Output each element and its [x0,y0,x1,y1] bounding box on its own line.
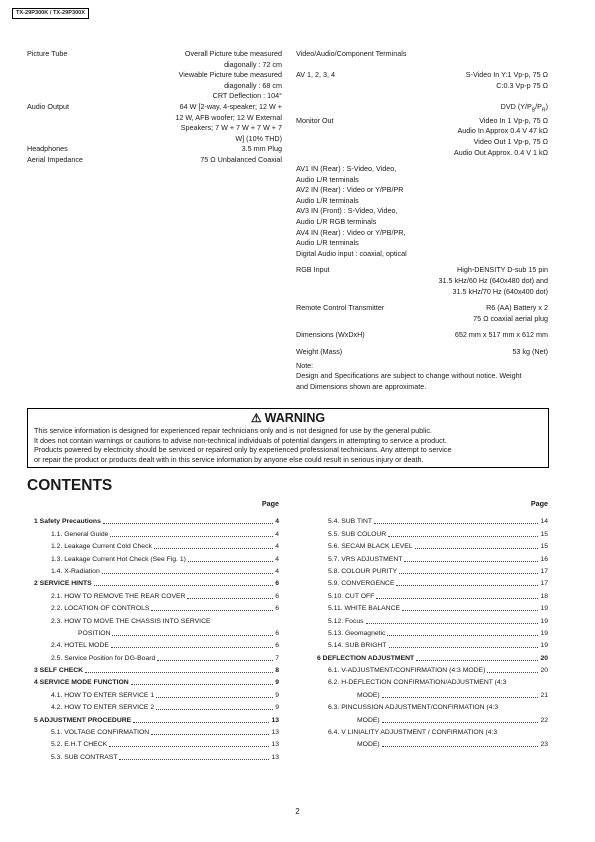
toc-dot-leader [151,734,269,735]
toc-entry-page: 16 [540,555,548,563]
toc-entry-title: 5.1. VOLTAGE CONFIRMATION [51,729,150,737]
toc-entry-title: 2 SERVICE HINTS [34,580,92,588]
toc-entry-page: 13 [271,753,279,761]
toc-entry[interactable] [317,514,548,526]
toc-entry-title: 1.4. X-Radiation [51,567,100,575]
spec-label: Aerial Impedance [27,154,83,164]
toc-entry[interactable] [317,663,548,675]
toc-entry[interactable] [317,576,548,588]
toc-entry[interactable] [34,626,279,638]
toc-entry[interactable] [317,601,548,613]
toc-entry-title: MODE) [357,716,380,724]
toc-entry-page: 19 [540,605,548,613]
warning-text: This service information is designed for experienced repair technicians only and is not designed for use by the general public. It does not contain warnings or cautions to advise non-technical individuals of potential dangers in attempting to service a product. Products powered by electricity should be serviced or repaired only by experienced professional technicians. Any attempt to service or repair the product or products dealt with in this service information by anyone else could result in serious injury or death. [34,426,452,464]
toc-dot-leader [388,536,538,537]
toc-dot-leader [382,697,539,698]
toc-dot-leader [376,598,538,599]
specs-right: Video/Audio/Component Terminals AV 1, 2, 3, 4 S-Video In Y:1 Vp-p, 75 Ω C:0.3 Vp-p 75 Ω DVD $(Y/P_B/P_R)$ Video In 1 Vp-p, 75 Ω Audio In Approx 0.4 V 47 kΩ Monitor Out Video Out 1 Vp-p, 75 Ω Audio Out Approx. 0.4 V 1 kΩ AV1 IN (Rear) : S-Video, Video, Audio L/R terminals AV2 IN (Rear) : Video or Y/PB/PR Audio L/R terminals AV3 IN (Front) : S-Video, Video, Audio L/R RGB terminals AV4 IN (Rear) : Video or Y/PB/PR, Audio L/R terminals Digital Audio input : coaxial, optical RGB Input High-DENSITY D-sub 15 pin 31.5 kHz/60 Hz (640x480 dot) and 31.5 kHz/70 Hz (640x400 dot) Remote Control Transmitter R6 (AA) Battery x 2 75 Ω coaxial aerial plug Dimensions (WxDxH) 652 mm x 517 mm x 612 mm Weight (Mass) 53 kg (Net) Note: Design and Specifications are subject to change without notice. Weight and Dimensions shown are approximate. [296,49,548,391]
toc-entry-page: 19 [540,642,548,650]
toc-entry[interactable] [317,526,548,538]
toc-entry-title: 5.9. CONVERGENCE [328,580,395,588]
toc-entry-title: 6.3. PINCUSSION ADJUSTMENT/CONFIRMATION (4:3 [328,704,499,712]
toc-entry-title: 2.4. HOTEL MODE [51,642,109,650]
toc-dot-leader [402,610,538,611]
warning-title: ⚠ WARNING [250,411,326,425]
toc-entry[interactable] [317,650,548,662]
toc-entry[interactable] [34,564,279,576]
toc-entry-page: 14 [540,518,548,526]
av-terminal-list: AV1 IN (Rear) : S-Video, Video, Audio L/R terminals AV2 IN (Rear) : Video or Y/PB/PR Audio L/R terminals AV3 IN (Front) : S-Video, Video, Audio L/R RGB terminals AV4 IN (Rear) : Video or Y/PB/PR, Audio L/R terminals Digital Audio input : coaxial, optical [296,164,407,258]
toc-entry[interactable] [317,564,548,576]
toc-dot-leader [187,598,273,599]
toc-dot-leader [415,548,539,549]
toc-entry-title: 5.2. E.H.T CHECK [51,741,108,749]
toc-entry[interactable] [317,675,548,687]
toc-entry[interactable] [34,601,279,613]
toc-dot-leader [119,759,269,760]
spec-av-terminals: AV 1, 2, 3, 4 S-Video In Y:1 Vp-p, 75 Ω C:0.3 Vp-p 75 Ω DVD $(Y/P_B/P_R)$ Video In 1 Vp-p, 75 Ω Audio In Approx 0.4 V 47 kΩ [296,70,548,136]
toc-entry-page: 17 [540,567,548,575]
toc-entry-page: 23 [540,741,548,749]
toc-entry-page: 22 [540,716,548,724]
spec-monitor-out: Monitor Out [296,115,334,125]
terminals-title: Video/Audio/Component Terminals [296,49,407,58]
toc-left-column [34,498,279,762]
toc-dot-leader [389,647,539,648]
toc-dot-leader [157,660,273,661]
toc-entry[interactable] [34,737,279,749]
toc-entry-title: 5.11. WHITE BALANCE [328,605,401,613]
toc-entry[interactable] [317,613,548,625]
toc-dot-leader [109,746,269,747]
toc-entry-page: 4 [275,567,279,575]
spec-label: Picture Tube [27,49,68,58]
toc-entry-title: 5.10. CUT OFF [328,592,375,600]
spec-value: 75 Ω Unbalanced Coaxial [200,154,282,164]
specs-left [27,49,282,166]
toc-entry[interactable] [34,675,279,687]
spec-label: Headphones [27,144,68,154]
toc-right-column [317,498,548,749]
toc-entry[interactable] [34,613,279,625]
toc-entry-title: 5.5. SUB COLOUR [328,530,387,538]
toc-entry[interactable] [317,712,548,724]
toc-entry-page: 15 [540,530,548,538]
toc-entry-page: 9 [275,679,279,687]
toc-entry[interactable] [317,551,548,563]
toc-dot-leader [188,561,273,562]
toc-entry-page: 13 [271,716,279,724]
toc-entry-page: 6 [275,605,279,613]
toc-entry-title: POSITION [78,629,111,637]
toc-dot-leader [156,709,273,710]
toc-dot-leader [154,548,273,549]
toc-entry-title: 5 ADJUSTMENT PROCEDURE [34,716,132,724]
toc-dot-leader [112,635,273,636]
spec-dimensions: Dimensions (WxDxH) 652 mm x 517 mm x 612 mm [296,330,548,340]
toc-entry-title: MODE) [357,691,380,699]
toc-entry-title: MODE) [357,741,380,749]
toc-entry[interactable] [34,588,279,600]
toc-dot-leader [399,573,538,574]
toc-dot-leader [382,746,539,747]
toc-entry[interactable] [34,551,279,563]
toc-dot-leader [374,523,538,524]
toc-entry[interactable] [34,749,279,761]
toc-dot-leader [85,672,273,673]
toc-dot-leader [151,610,273,611]
toc-entry-page: 13 [271,741,279,749]
toc-entry[interactable] [317,725,548,737]
toc-entry[interactable] [317,737,548,749]
toc-dot-leader [133,722,269,723]
toc-dot-leader [487,672,538,673]
warning-box [27,408,549,468]
toc-dot-leader [416,660,538,661]
toc-entry-title: 6.4. V LINIALITY ADJUSTMENT / CONFIRMATION (4:3 [328,729,498,737]
toc-dot-leader [110,536,273,537]
spec-value: Overall Picture tube measured diagonally : 72 cm Viewable Picture tube measured diagonally : 68 cm CRT Deflection : 104° [178,49,282,101]
toc-dot-leader [366,623,539,624]
spec-label: Audio Output [27,101,69,111]
toc-dot-leader [387,635,538,636]
toc-entry-title: 5.8. COLOUR PURITY [328,567,398,575]
toc-entry[interactable] [34,514,279,526]
toc-entry-page: 19 [540,629,548,637]
toc-entry-title: 5.13. Geomagnetic [328,629,386,637]
toc-entry[interactable] [34,663,279,675]
spec-rgb-input: RGB Input High-DENSITY D-sub 15 pin 31.5 kHz/60 Hz (640x480 dot) and 31.5 kHz/70 Hz (640x400 dot) [296,265,548,296]
spec-remote-control: Remote Control Transmitter R6 (AA) Battery x 2 75 Ω coaxial aerial plug [296,303,548,323]
toc-entry-page: 20 [540,654,548,662]
toc-entry-title: 1.2. Leakage Current Cold Check [51,543,152,551]
toc-entry-title: 4.1. HOW TO ENTER SERVICE 1 [51,691,155,699]
toc-dot-leader [111,647,273,648]
page-number: 2 [295,807,300,816]
toc-entry-title: 5.4. SUB TINT [328,518,373,526]
toc-entry-page: 9 [275,704,279,712]
toc-entry[interactable] [34,576,279,588]
toc-entry-title: 2.3. HOW TO MOVE THE CHASSIS INTO SERVICE [51,617,211,625]
toc-entry[interactable] [317,539,548,551]
toc-entry[interactable] [34,526,279,538]
toc-entry[interactable] [317,700,548,712]
page-column-header: Page [261,499,279,508]
toc-dot-leader [94,585,274,586]
toc-dot-leader [156,697,273,698]
toc-entry-page: 6 [275,642,279,650]
toc-dot-leader [404,561,538,562]
toc-entry-title: 4.2. HOW TO ENTER SERVICE 2 [51,704,155,712]
spec-aerial-impedance [27,155,282,166]
toc-entry[interactable] [317,626,548,638]
toc-entry[interactable] [317,588,548,600]
toc-entry[interactable] [34,687,279,699]
toc-entry-page: 9 [275,691,279,699]
toc-entry-title: 6.1. V-ADJUSTMENT/CONFIRMATION (4:3 MODE) [328,667,486,675]
toc-entry-title: 3 SELF CHECK [34,667,84,675]
toc-entry-page: 15 [540,543,548,551]
toc-entry-page: 19 [540,617,548,625]
toc-entry-page: 4 [275,555,279,563]
toc-entry-page: 4 [275,518,279,526]
spec-audio-output [27,102,282,144]
toc-entry-title: 5.6. SECAM BLACK LEVEL [328,543,413,551]
toc-entry[interactable] [34,638,279,650]
toc-dot-leader [103,523,273,524]
toc-entry[interactable] [34,700,279,712]
spec-picture-tube [27,49,282,102]
toc-entry-title: 6 DEFLECTION ADJUSTMENT [317,654,415,662]
toc-entry-page: 6 [275,592,279,600]
toc-dot-leader [131,684,274,685]
toc-entry-page: 6 [275,580,279,588]
toc-entry-page: 17 [540,580,548,588]
toc-entry-page: 21 [540,691,548,699]
toc-entry-page: 4 [275,530,279,538]
toc-entry-page: 18 [540,592,548,600]
toc-dot-leader [396,585,538,586]
toc-entry-title: 2.1. HOW TO REMOVE THE REAR COVER [51,592,186,600]
warning-triangle-icon: ⚠ [250,411,262,425]
toc-entry-title: 1 Safety Precautions [34,518,101,526]
toc-entry-title: 1.3. Leakage Current Hot Check (See Fig. 1) [51,555,186,563]
toc-entry-title: 5.7. VRS ADJUSTMENT [328,555,403,563]
model-number-box: TX-29P300K / TX-29P300X [12,8,89,19]
toc-entry[interactable] [34,725,279,737]
toc-entry[interactable] [317,638,548,650]
toc-entry-page: 4 [275,543,279,551]
spec-headphones [27,144,282,155]
spec-value: 3.5 mm Plug [241,144,282,154]
toc-dot-leader [382,722,539,723]
toc-entry[interactable] [317,687,548,699]
toc-entry-page: 13 [271,729,279,737]
toc-entry-title: 4 SERVICE MODE FUNCTION [34,679,129,687]
toc-entry-title: 1.1. General Guide [51,530,109,538]
toc-entry[interactable] [34,539,279,551]
toc-entry-title: 2.2. LOCATION OF CONTROLS [51,605,150,613]
toc-entry-page: 20 [540,667,548,675]
toc-entry[interactable] [34,712,279,724]
toc-entry-title: 2.5. Service Position for DG-Board [51,654,156,662]
dvd-component: DVD $(Y/P_B/P_R)$ [500,101,548,114]
toc-entry-page: 8 [275,667,279,675]
toc-entry-page: 7 [275,654,279,662]
toc-entry-page: 6 [275,629,279,637]
spec-note-text: Design and Specifications are subject to change without notice. Weight and Dimensions shown are approximate. [296,371,522,391]
page-column-header: Page [530,499,548,508]
spec-note-label: Note: [296,360,314,370]
contents-title: CONTENTS [27,477,113,494]
toc-dot-leader [102,573,273,574]
toc-entry[interactable] [34,650,279,662]
toc-entry-title: 5.12. Focus [328,617,364,625]
spec-value: 64 W [2-way, 4-speaker; 12 W + 12 W, AFB woofer; 12 W External Speakers; 7 W + 7 W + 7 W + 7 W] (10% THD) [175,101,282,143]
spec-weight: Weight (Mass) 53 kg (Net) [296,346,548,356]
toc-entry-title: 6.2. H-DEFLECTION CONFIRMATION/ADJUSTMENT (4:3 [328,679,507,687]
toc-entry-title: 5.3. SUB CONTRAST [51,753,118,761]
toc-entry-title: 5.14. SUB BRIGHT [328,642,387,650]
